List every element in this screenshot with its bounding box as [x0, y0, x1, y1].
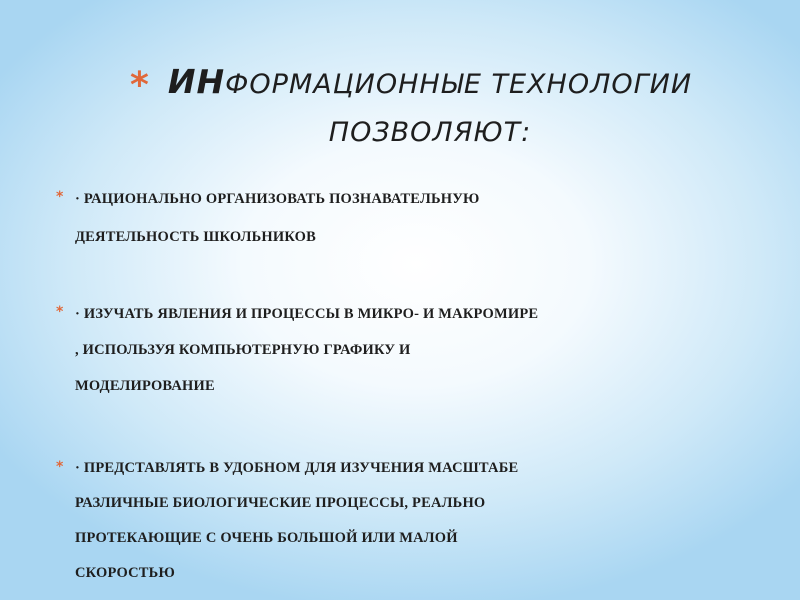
bullet-line: ДЕЯТЕЛЬНОСТЬ ШКОЛЬНИКОВ [75, 229, 317, 245]
bullet-line: СКОРОСТЬЮ [75, 565, 175, 581]
bullet-item [56, 180, 480, 256]
title-first-letters: ИН [167, 62, 226, 101]
bullet-line: · ПРЕДСТАВЛЯТЬ В УДОБНОМ ДЛЯ ИЗУЧЕНИЯ МАСШТАБЕ [75, 460, 519, 476]
title-line-2: ПОЗВОЛЯЮТ: [328, 117, 532, 148]
slide-title [130, 58, 730, 157]
asterisk-bullet-icon: * [56, 459, 64, 475]
bullet-line: МОДЕЛИРОВАНИЕ [75, 378, 215, 394]
asterisk-bullet-icon: * [130, 65, 149, 106]
bullet-line: · ИЗУЧАТЬ ЯВЛЕНИЯ И ПРОЦЕССЫ В МИКРО- И МАКРОМИРЕ [75, 306, 539, 322]
bullet-line: · РАЦИОНАЛЬНО ОРГАНИЗОВАТЬ ПОЗНАВАТЕЛЬНУЮ [75, 191, 480, 207]
bullet-item [56, 451, 518, 591]
title-rest: ФОРМАЦИОННЫЕ ТЕХНОЛОГИИ [225, 69, 693, 100]
bullet-line: ПРОТЕКАЮЩИЕ С ОЧЕНЬ БОЛЬШОЙ ИЛИ МАЛОЙ [75, 530, 458, 546]
asterisk-bullet-icon: * [56, 189, 64, 205]
bullet-line: , ИСПОЛЬЗУЯ КОМПЬЮТЕРНУЮ ГРАФИКУ И [75, 342, 411, 358]
title-line-1 [130, 58, 730, 109]
bullet-line: РАЗЛИЧНЫЕ БИОЛОГИЧЕСКИЕ ПРОЦЕССЫ, РЕАЛЬНО [75, 495, 486, 511]
bullet-item [56, 296, 538, 404]
asterisk-bullet-icon: * [56, 304, 64, 320]
